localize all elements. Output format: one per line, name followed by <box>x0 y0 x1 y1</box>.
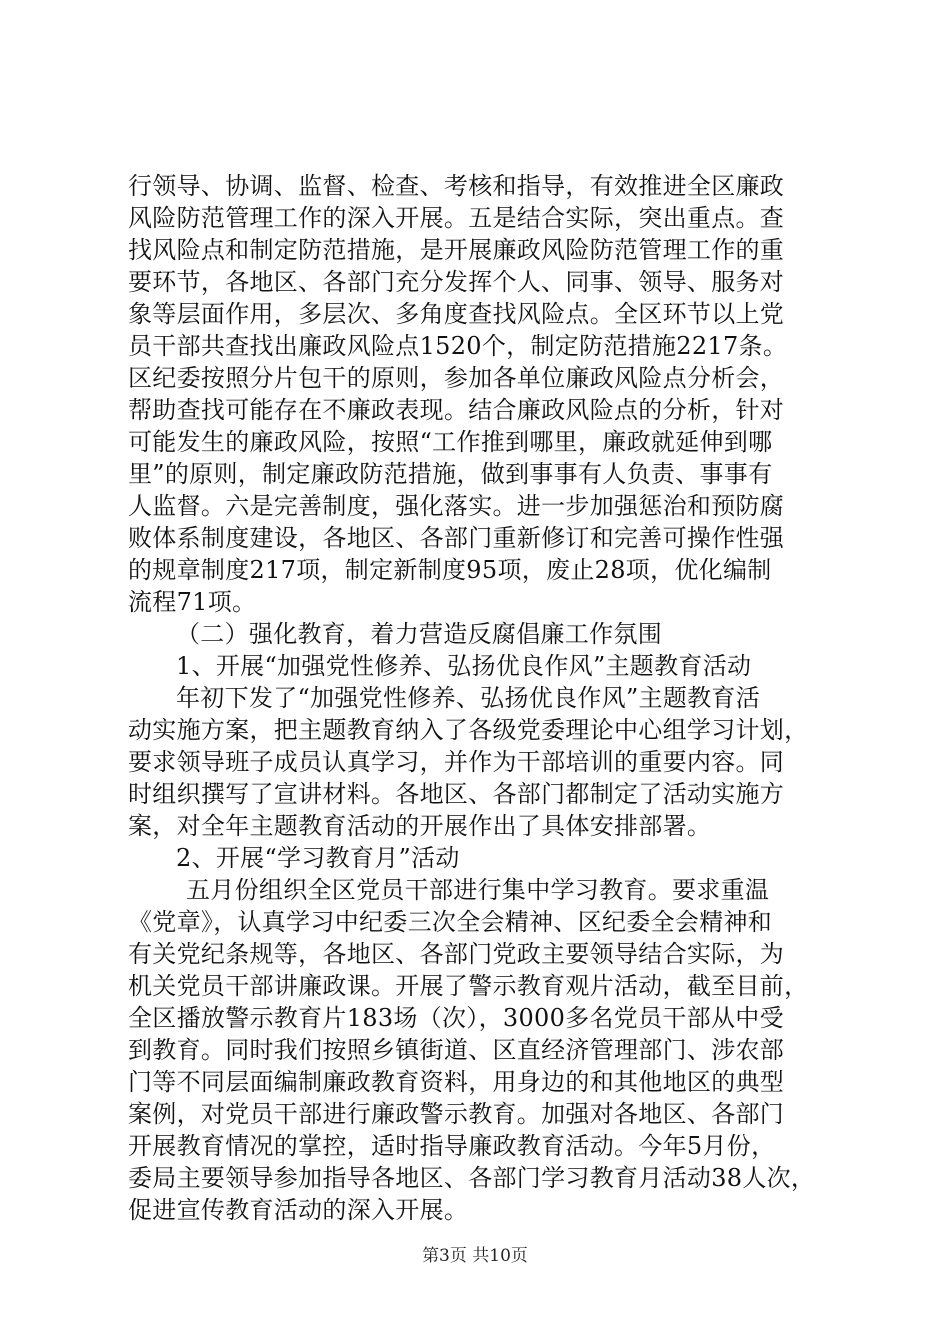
text-line: 风险防范管理工作的深入开展。五是结合实际，突出重点。查 <box>128 204 785 232</box>
text-line: 要环节，各地区、各部门充分发挥个人、同事、领导、服务对 <box>128 268 785 296</box>
text-line: 案，对全年主题教育活动的开展作出了具体安排部署。 <box>128 812 712 840</box>
text-line: 人监督。六是完善制度，强化落实。进一步加强惩治和预防腐 <box>128 492 785 520</box>
text-line: 委局主要领导参加指导各地区、各部门学习教育月活动38人次， <box>128 1164 816 1192</box>
text-line: 动实施方案，把主题教育纳入了各级党委理论中心组学习计划， <box>128 716 809 744</box>
text-line: 案例，对党员干部进行廉政警示教育。加强对各地区、各部门 <box>128 1100 785 1128</box>
text-line: 开展教育情况的掌控，适时指导廉政教育活动。今年5月份， <box>128 1132 776 1160</box>
text-line: 到教育。同时我们按照乡镇街道、区直经济管理部门、涉农部 <box>128 1036 785 1064</box>
page-number-label: 第3页 共10页 <box>422 1246 528 1266</box>
text-line: 门等不同层面编制廉政教育资料，用身边的和其他地区的典型 <box>128 1068 785 1096</box>
page-footer <box>0 1245 950 1267</box>
subsection-heading: 1、开展“加强党性修养、弘扬优良作风”主题教育活动 <box>176 652 752 680</box>
paragraph-start-line: 年初下发了“加强党性修养、弘扬优良作风”主题教育活 <box>176 684 761 712</box>
text-line: 区纪委按照分片包干的原则，参加各单位廉政风险点分析会， <box>128 364 785 392</box>
text-line: 流程71项。 <box>128 588 257 616</box>
text-line: 时组织撰写了宣讲材料。各地区、各部门都制定了活动实施方 <box>128 780 785 808</box>
text-line: 促进宣传教育活动的深入开展。 <box>128 1196 469 1224</box>
subsection-heading: 2、开展“学习教育月”活动 <box>176 844 460 872</box>
text-line: 败体系制度建设，各地区、各部门重新修订和完善可操作性强 <box>128 524 785 552</box>
text-line: 有关党纪条规等，各地区、各部门党政主要领导结合实际，为 <box>128 940 785 968</box>
paragraph-start-line: 五月份组织全区党员干部进行集中学习教育。要求重温 <box>186 876 770 904</box>
text-line: 帮助查找可能存在不廉政表现。结合廉政风险点的分析，针对 <box>128 396 785 424</box>
section-heading: （二）强化教育，着力营造反腐倡廉工作氛围 <box>176 620 662 648</box>
text-line: 里”的原则，制定廉政防范措施，做到事事有人负责、事事有 <box>128 460 773 488</box>
text-line: 机关党员干部讲廉政课。开展了警示教育观片活动，截至目前， <box>128 972 809 1000</box>
text-line: 要求领导班子成员认真学习，并作为干部培训的重要内容。同 <box>128 748 785 776</box>
text-line: 员干部共查找出廉政风险点1520个，制定防范措施2217条。 <box>128 332 788 360</box>
text-line: 《党章》，认真学习中纪委三次全会精神、区纪委全会精神和 <box>128 908 773 936</box>
body-text <box>128 170 828 1226</box>
text-line: 找风险点和制定防范措施，是开展廉政风险防范管理工作的重 <box>128 236 785 264</box>
text-line: 象等层面作用，多层次、多角度查找风险点。全区环节以上党 <box>128 300 785 328</box>
text-line: 的规章制度217项，制定新制度95项，废止28项，优化编制 <box>128 556 772 584</box>
text-line: 全区播放警示教育片183场（次），3000多名党员干部从中受 <box>128 1004 784 1032</box>
text-line: 行领导、协调、监督、检查、考核和指导，有效推进全区廉政 <box>128 172 785 200</box>
text-line: 可能发生的廉政风险，按照“工作推到哪里，廉政就延伸到哪 <box>128 428 773 456</box>
